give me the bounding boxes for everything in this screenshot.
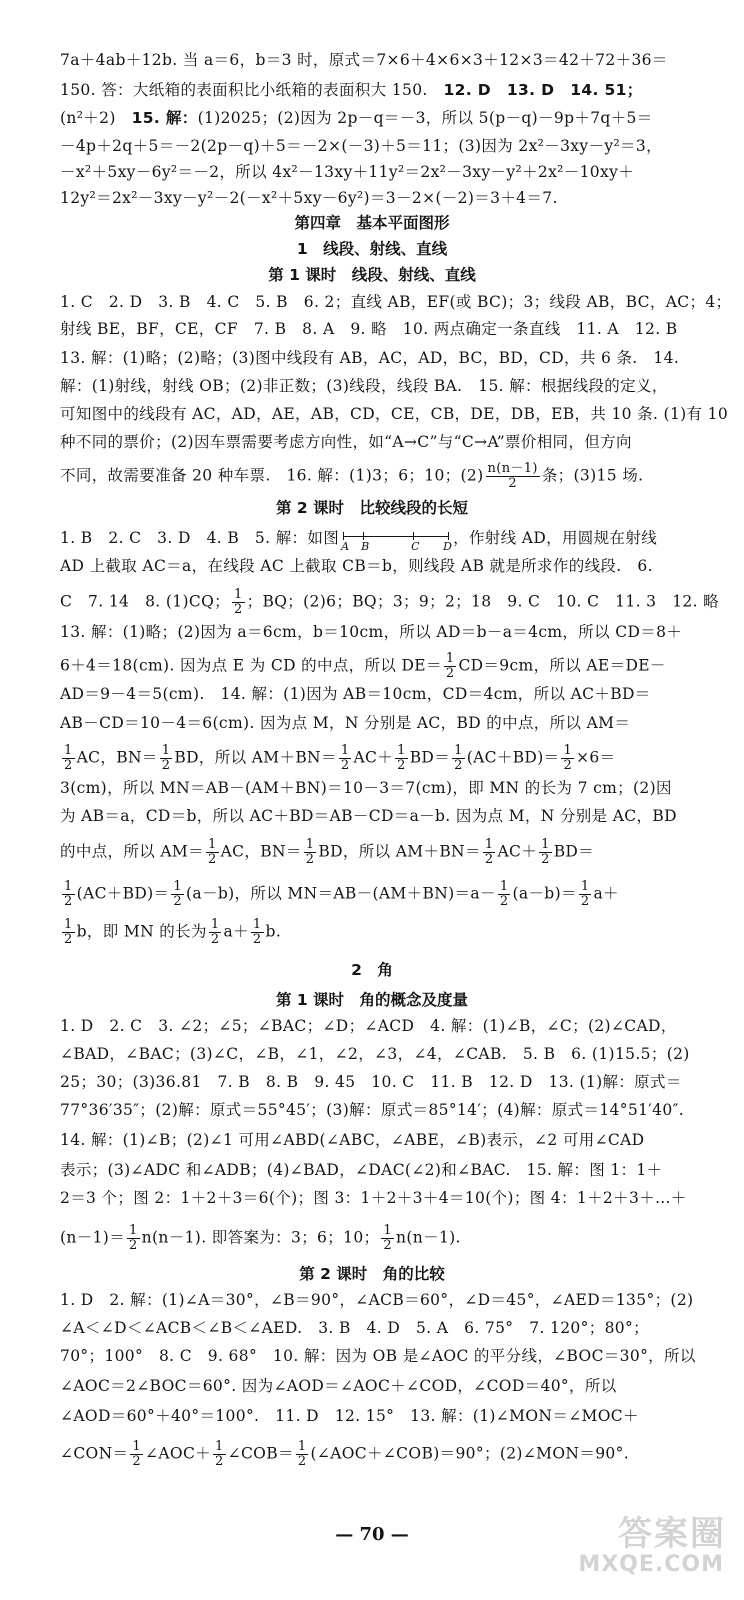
text-line: 1. B 2. C 3. D 4. B 5. 解：如图 A B C D ，作射线 AD，用圆规在射线 (60, 529, 658, 553)
text-line: 射线 BE，BF，CE，CF 7. B 8. A 9. 略 10. 两点确定一条直线 11. A 12. B (60, 320, 678, 338)
text-line: 1. C 2. D 3. B 4. C 5. B 6. 2；直线 AB，EF(或 BC)；3；线段 AB，BC，AC；4； (60, 293, 732, 311)
text-line: ∠AOD＝60°＋40°＝100°. 11. D 12. 15° 13. 解：(1)∠MON＝∠MOC＋ (60, 1407, 639, 1425)
text-line: ∠AOC＝2∠BOC＝60°. 因为∠AOD＝∠AOC＋∠COD，∠COD＝40°，所以 (60, 1377, 617, 1395)
text-line: 150. 答：大纸箱的表面积比小纸箱的表面积大 150. 12. D 13. D 14. 51； (60, 81, 643, 99)
text-line: 不同，故需要准备 20 种车票. 16. 解：(1)3；6；10；(2) $\frac{n(n-1)}{2}$ 条；(3)15 场. (60, 461, 644, 491)
text-line: 70°；100° 8. C 9. 68° 10. 解：因为 OB 是∠AOC 的平分线，∠BOC＝30°，所以 (60, 1347, 696, 1365)
page-number: — 70 — (335, 1524, 409, 1545)
text-line: 的中点，所以 AM＝ $\frac{1}{2}$ AC，BN＝ $\frac{1}{2}$ BD，所以 AM＋BN＝ $\frac{1}{2}$ AC＋ $\frac{1}{2}$ BD＝ (60, 837, 595, 867)
text-line: 14. 解：(1)∠B；(2)∠1 可用∠ABD(∠ABC，∠ABE，∠B)表示，∠2 可用∠CAD (60, 1131, 645, 1149)
text-line: ∠BAD，∠BAC；(3)∠C，∠B，∠1，∠2，∠3，∠4，∠CAB. 5. B 6. (1)15.5；(2) (60, 1045, 690, 1063)
text-line: (n－1)＝ $\frac{1}{2}$ n(n－1). 即答案为：3；6；10； $\frac{1}{2}$ n(n－1). (60, 1223, 461, 1253)
text-line: AB－CD＝10－4＝6(cm). 因为点 M，N 分别是 AC，BD 的中点，所以 AM＝ (60, 714, 631, 732)
fraction: $\frac{1}{2}$ (234, 587, 243, 617)
text-line: －x²＋5xy－6y²＝－2，所以 4x²－13xy＋11y²＝2x²－3xy－y²＋2x²－10xy＋ (60, 163, 635, 181)
watermark-url: MXQE.COM (578, 1552, 724, 1577)
text-line: －4p＋2q＋5＝－2(2p－q)＋5＝－2×(－3)＋5＝11；(3)因为 2x²－3xy－y²＝3， (60, 137, 662, 155)
text-line: 解：(1)射线，射线 OB；(2)非正数；(3)线段，线段 BA. 15. 解：根据线段的定义， (60, 377, 668, 395)
text-line: 1. D 2. 解：(1)∠A＝30°，∠B＝90°，∠ACB＝60°，∠D＝45°，∠AED＝135°；(2) (60, 1291, 694, 1309)
text-line: ∠A＜∠D＜∠ACB＜∠B＜∠AED. 3. B 4. D 5. A 6. 75° 7. 120°；80°； (60, 1319, 649, 1337)
section-heading: 2 角 (351, 961, 393, 979)
text-line: AD 上截取 AC＝a，在线段 AC 上截取 CB＝b，则线段 AB 就是所求作的线段. 6. (60, 557, 653, 575)
text-line: 种不同的票价；(2)因车票需要考虑方向性，如“A→C”与“C→A”票价相同，但方向 (60, 433, 632, 451)
text-line: 12y²＝2x²－3xy－y²－2(－x²＋5xy－6y²)＝3－2×(－2)＝3＋4＝7. (60, 189, 558, 207)
text-line: $\frac{1}{2}$ AC，BN＝ $\frac{1}{2}$ BD，所以 AM＋BN＝ $\frac{1}{2}$ AC＋ $\frac{1}{2}$ BD＝ $\frac{1}{2}$ (AC＋BD)＝ $\frac{1}{2}$ ×6＝ (64, 743, 616, 773)
text-line: $\frac{1}{2}$ b，即 MN 的长为 $\frac{1}{2}$ a＋ $\frac{1}{2}$ b. (64, 917, 282, 947)
lesson-heading: 第 2 课时 角的比较 (299, 1265, 445, 1283)
chapter-heading: 第四章 基本平面图形 (294, 214, 450, 232)
text-line: 13. 解：(1)略；(2)因为 a＝6cm，b＝10cm，所以 AD＝b－a＝4cm，所以 CD＝8＋ (60, 623, 683, 641)
section-heading: 1 线段、射线、直线 (296, 240, 448, 258)
text-line: 3(cm)，所以 MN＝AB－(AM＋BN)＝10－3＝7(cm)，即 MN 的长为 7 cm；(2)因 (60, 779, 672, 797)
text-line: 6＋4＝18(cm). 因为点 E 为 CD 的中点，所以 DE＝ $\frac{1}{2}$ CD＝9cm，所以 AE＝DE－ (60, 651, 666, 681)
fraction: $\frac{n(n-1)}{2}$ (487, 461, 538, 491)
lesson-heading: 第 2 课时 比较线段的长短 (275, 499, 469, 517)
text-line: 25；30；(3)36.81 7. B 8. B 9. 45 10. C 11. B 12. D 13. (1)解：原式＝ (60, 1073, 682, 1091)
segment-diagram: A B C D (341, 529, 451, 549)
text-line: $\frac{1}{2}$ (AC＋BD)＝ $\frac{1}{2}$ (a－b)，所以 MN＝AB－(AM＋BN)＝a－ $\frac{1}{2}$ (a－b)＝ $\frac{1}{2}$ a＋ (64, 879, 619, 909)
text-line: (n²＋2) 15. 解：(1)2025；(2)因为 2p－q＝－3，所以 5(p－q)－9p＋7q＋5＝ (60, 109, 653, 127)
watermark-logo: 答案圈 (618, 1514, 726, 1554)
text-line: ∠CON＝ $\frac{1}{2}$ ∠AOC＋ $\frac{1}{2}$ ∠COB＝ $\frac{1}{2}$ (∠AOC＋∠COB)＝90°；(2)∠MON＝90°. (60, 1439, 629, 1469)
text-line: 表示；(3)∠ADC 和∠ADB；(4)∠BAD，∠DAC(∠2)和∠BAC. 15. 解：图 1：1＋ (60, 1161, 663, 1179)
text-line: 77°36′35″；(2)解：原式＝55°45′；(3)解：原式＝85°14′；(4)解：原式＝14°51′40″. (60, 1101, 684, 1119)
lesson-heading: 第 1 课时 角的概念及度量 (275, 991, 469, 1009)
text-line: 为 AB＝a，CD＝b，所以 AC＋BD＝AB－CD＝a－b. 因为点 M，N 分别是 AC，BD (60, 807, 677, 825)
text-line: 1. D 2. C 3. ∠2；∠5；∠BAC；∠D；∠ACD 4. 解：(1)∠B，∠C；(2)∠CAD， (60, 1017, 677, 1035)
text-line: 13. 解：(1)略；(2)略；(3)图中线段有 AB，AC，AD，BC，BD，CD，共 6 条. 14. (60, 349, 680, 367)
text-line: 7a＋4ab＋12b. 当 a＝6，b＝3 时，原式＝7×6＋4×6×3＋12×3＝42＋72＋36＝ (60, 51, 668, 69)
text-line: 可知图中的线段有 AC，AD，AE，AB，CD，CE，CB，DE，DB，EB，共 10 条. (1)有 10 (60, 405, 729, 423)
lesson-heading: 第 1 课时 线段、射线、直线 (268, 266, 476, 284)
text-line: AD＝9－4＝5(cm). 14. 解：(1)因为 AB＝10cm，CD＝4cm，所以 AC＋BD＝ (60, 685, 651, 703)
text-line: C 7. 14 8. (1)CQ； $\frac{1}{2}$ ；BQ；(2)6；BQ；3；9；2；18 9. C 10. C 11. 3 12. 略 (60, 587, 720, 617)
text-line: 2＝3 个；图 2：1＋2＋3＝6(个)；图 3：1＋2＋3＋4＝10(个)；图 4：1＋2＋3＋…＋ (60, 1189, 687, 1207)
